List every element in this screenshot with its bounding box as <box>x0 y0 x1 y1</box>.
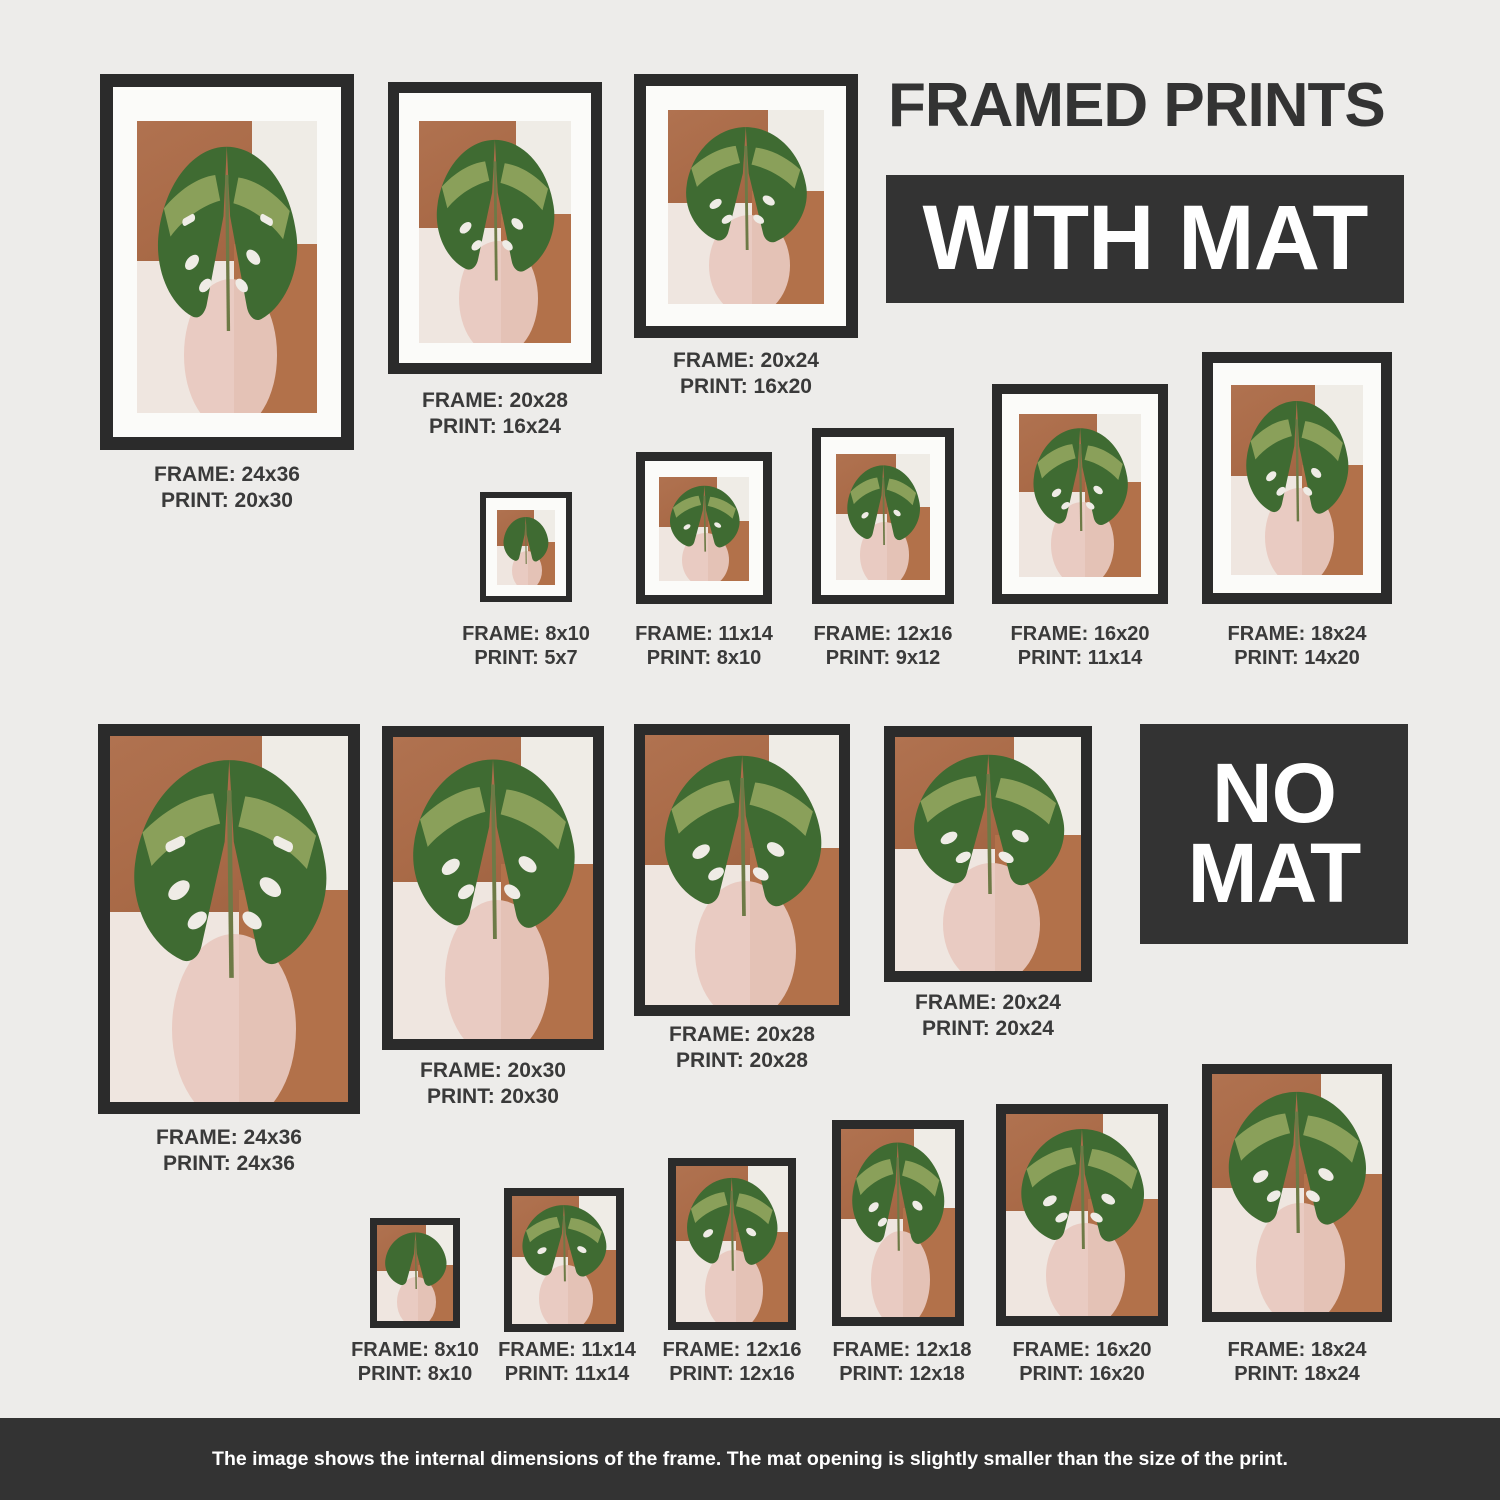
frame-wm-16x20[interactable] <box>992 384 1168 604</box>
label-print: PRINT: 16x20 <box>1019 1363 1145 1386</box>
label-wm-20x24 <box>626 348 866 399</box>
frame-nm-12x16[interactable] <box>668 1158 796 1330</box>
label-wm-18x24 <box>1200 622 1394 671</box>
label-frame: FRAME: 16x20 <box>1010 623 1150 645</box>
label-nm-12x18 <box>820 1338 984 1387</box>
label-print: PRINT: 16x20 <box>680 374 812 398</box>
label-frame: FRAME: 11x14 <box>635 623 773 645</box>
label-nm-20x30 <box>374 1058 612 1109</box>
label-frame: FRAME: 8x10 <box>462 623 590 645</box>
heading-no-mat-line2: MAT <box>1187 826 1361 920</box>
label-frame: FRAME: 8x10 <box>351 1339 479 1361</box>
heading-with-mat: WITH MAT <box>886 175 1404 303</box>
label-nm-11x14 <box>494 1338 640 1387</box>
label-frame: FRAME: 11x14 <box>498 1339 636 1361</box>
frame-wm-18x24[interactable] <box>1202 352 1392 604</box>
label-wm-24x36 <box>100 462 354 513</box>
frame-nm-16x20[interactable] <box>996 1104 1168 1326</box>
label-wm-12x16 <box>798 622 968 671</box>
frame-wm-20x24[interactable] <box>634 74 858 338</box>
label-print: PRINT: 9x12 <box>825 647 941 670</box>
label-nm-20x28 <box>624 1022 860 1073</box>
footer-note <box>0 1418 1500 1500</box>
label-print: PRINT: 14x20 <box>1234 647 1360 670</box>
label-nm-8x10 <box>340 1338 490 1387</box>
label-frame: FRAME: 12x16 <box>662 1339 802 1361</box>
label-print: PRINT: 20x30 <box>427 1084 559 1108</box>
label-print: PRINT: 8x10 <box>646 647 762 670</box>
frame-wm-20x28[interactable] <box>388 82 602 374</box>
label-print: PRINT: 20x28 <box>676 1048 808 1072</box>
frame-nm-24x36[interactable] <box>98 724 360 1114</box>
label-frame: FRAME: 18x24 <box>1227 623 1367 645</box>
label-frame: FRAME: 12x16 <box>813 623 953 645</box>
frame-nm-20x28[interactable] <box>634 724 850 1016</box>
label-wm-16x20 <box>992 622 1168 671</box>
frame-wm-12x16[interactable] <box>812 428 954 604</box>
label-print: PRINT: 20x24 <box>922 1016 1054 1040</box>
label-frame: FRAME: 20x28 <box>669 1023 815 1046</box>
label-print: PRINT: 11x14 <box>1017 647 1143 670</box>
label-frame: FRAME: 24x36 <box>156 1126 302 1149</box>
frame-wm-24x36[interactable] <box>100 74 354 450</box>
label-print: PRINT: 24x36 <box>163 1151 295 1175</box>
label-print: PRINT: 12x18 <box>839 1363 965 1386</box>
label-frame: FRAME: 16x20 <box>1012 1339 1152 1361</box>
label-frame: FRAME: 20x28 <box>422 389 568 412</box>
label-frame: FRAME: 20x24 <box>673 349 819 372</box>
frame-nm-8x10[interactable] <box>370 1218 460 1328</box>
label-frame: FRAME: 18x24 <box>1227 1339 1367 1361</box>
frame-nm-20x30[interactable] <box>382 726 604 1050</box>
heading-no-mat <box>1140 724 1408 944</box>
frame-nm-12x18[interactable] <box>832 1120 964 1326</box>
label-frame: FRAME: 12x18 <box>832 1339 972 1361</box>
label-print: PRINT: 11x14 <box>504 1363 630 1386</box>
label-nm-24x36 <box>98 1125 360 1176</box>
frame-nm-20x24[interactable] <box>884 726 1092 982</box>
label-nm-16x20 <box>994 1338 1170 1387</box>
frame-wm-8x10[interactable] <box>480 492 572 602</box>
label-wm-20x28 <box>378 388 612 439</box>
label-nm-12x16 <box>650 1338 814 1387</box>
heading-no-mat-line1: NO <box>1212 746 1336 841</box>
footer-note-text: The image shows the internal dimensions of the frame. The mat opening is slightly smaller than the size of the print. <box>212 1447 1288 1470</box>
label-print: PRINT: 20x30 <box>161 488 293 512</box>
label-nm-18x24 <box>1200 1338 1394 1387</box>
label-frame: FRAME: 20x24 <box>915 991 1061 1014</box>
label-frame: FRAME: 24x36 <box>154 463 300 486</box>
frame-wm-11x14[interactable] <box>636 452 772 604</box>
label-print: PRINT: 18x24 <box>1234 1363 1360 1386</box>
heading-framed-prints: FRAMED PRINTS <box>888 71 1385 140</box>
label-print: PRINT: 5x7 <box>474 647 578 670</box>
frame-nm-18x24[interactable] <box>1202 1064 1392 1322</box>
label-print: PRINT: 12x16 <box>669 1363 795 1386</box>
label-print: PRINT: 16x24 <box>429 414 561 438</box>
label-print: PRINT: 8x10 <box>357 1363 473 1386</box>
label-wm-8x10 <box>452 622 600 671</box>
frame-nm-11x14[interactable] <box>504 1188 624 1332</box>
label-frame: FRAME: 20x30 <box>420 1059 566 1082</box>
label-nm-20x24 <box>876 990 1100 1041</box>
label-wm-11x14 <box>620 622 788 671</box>
